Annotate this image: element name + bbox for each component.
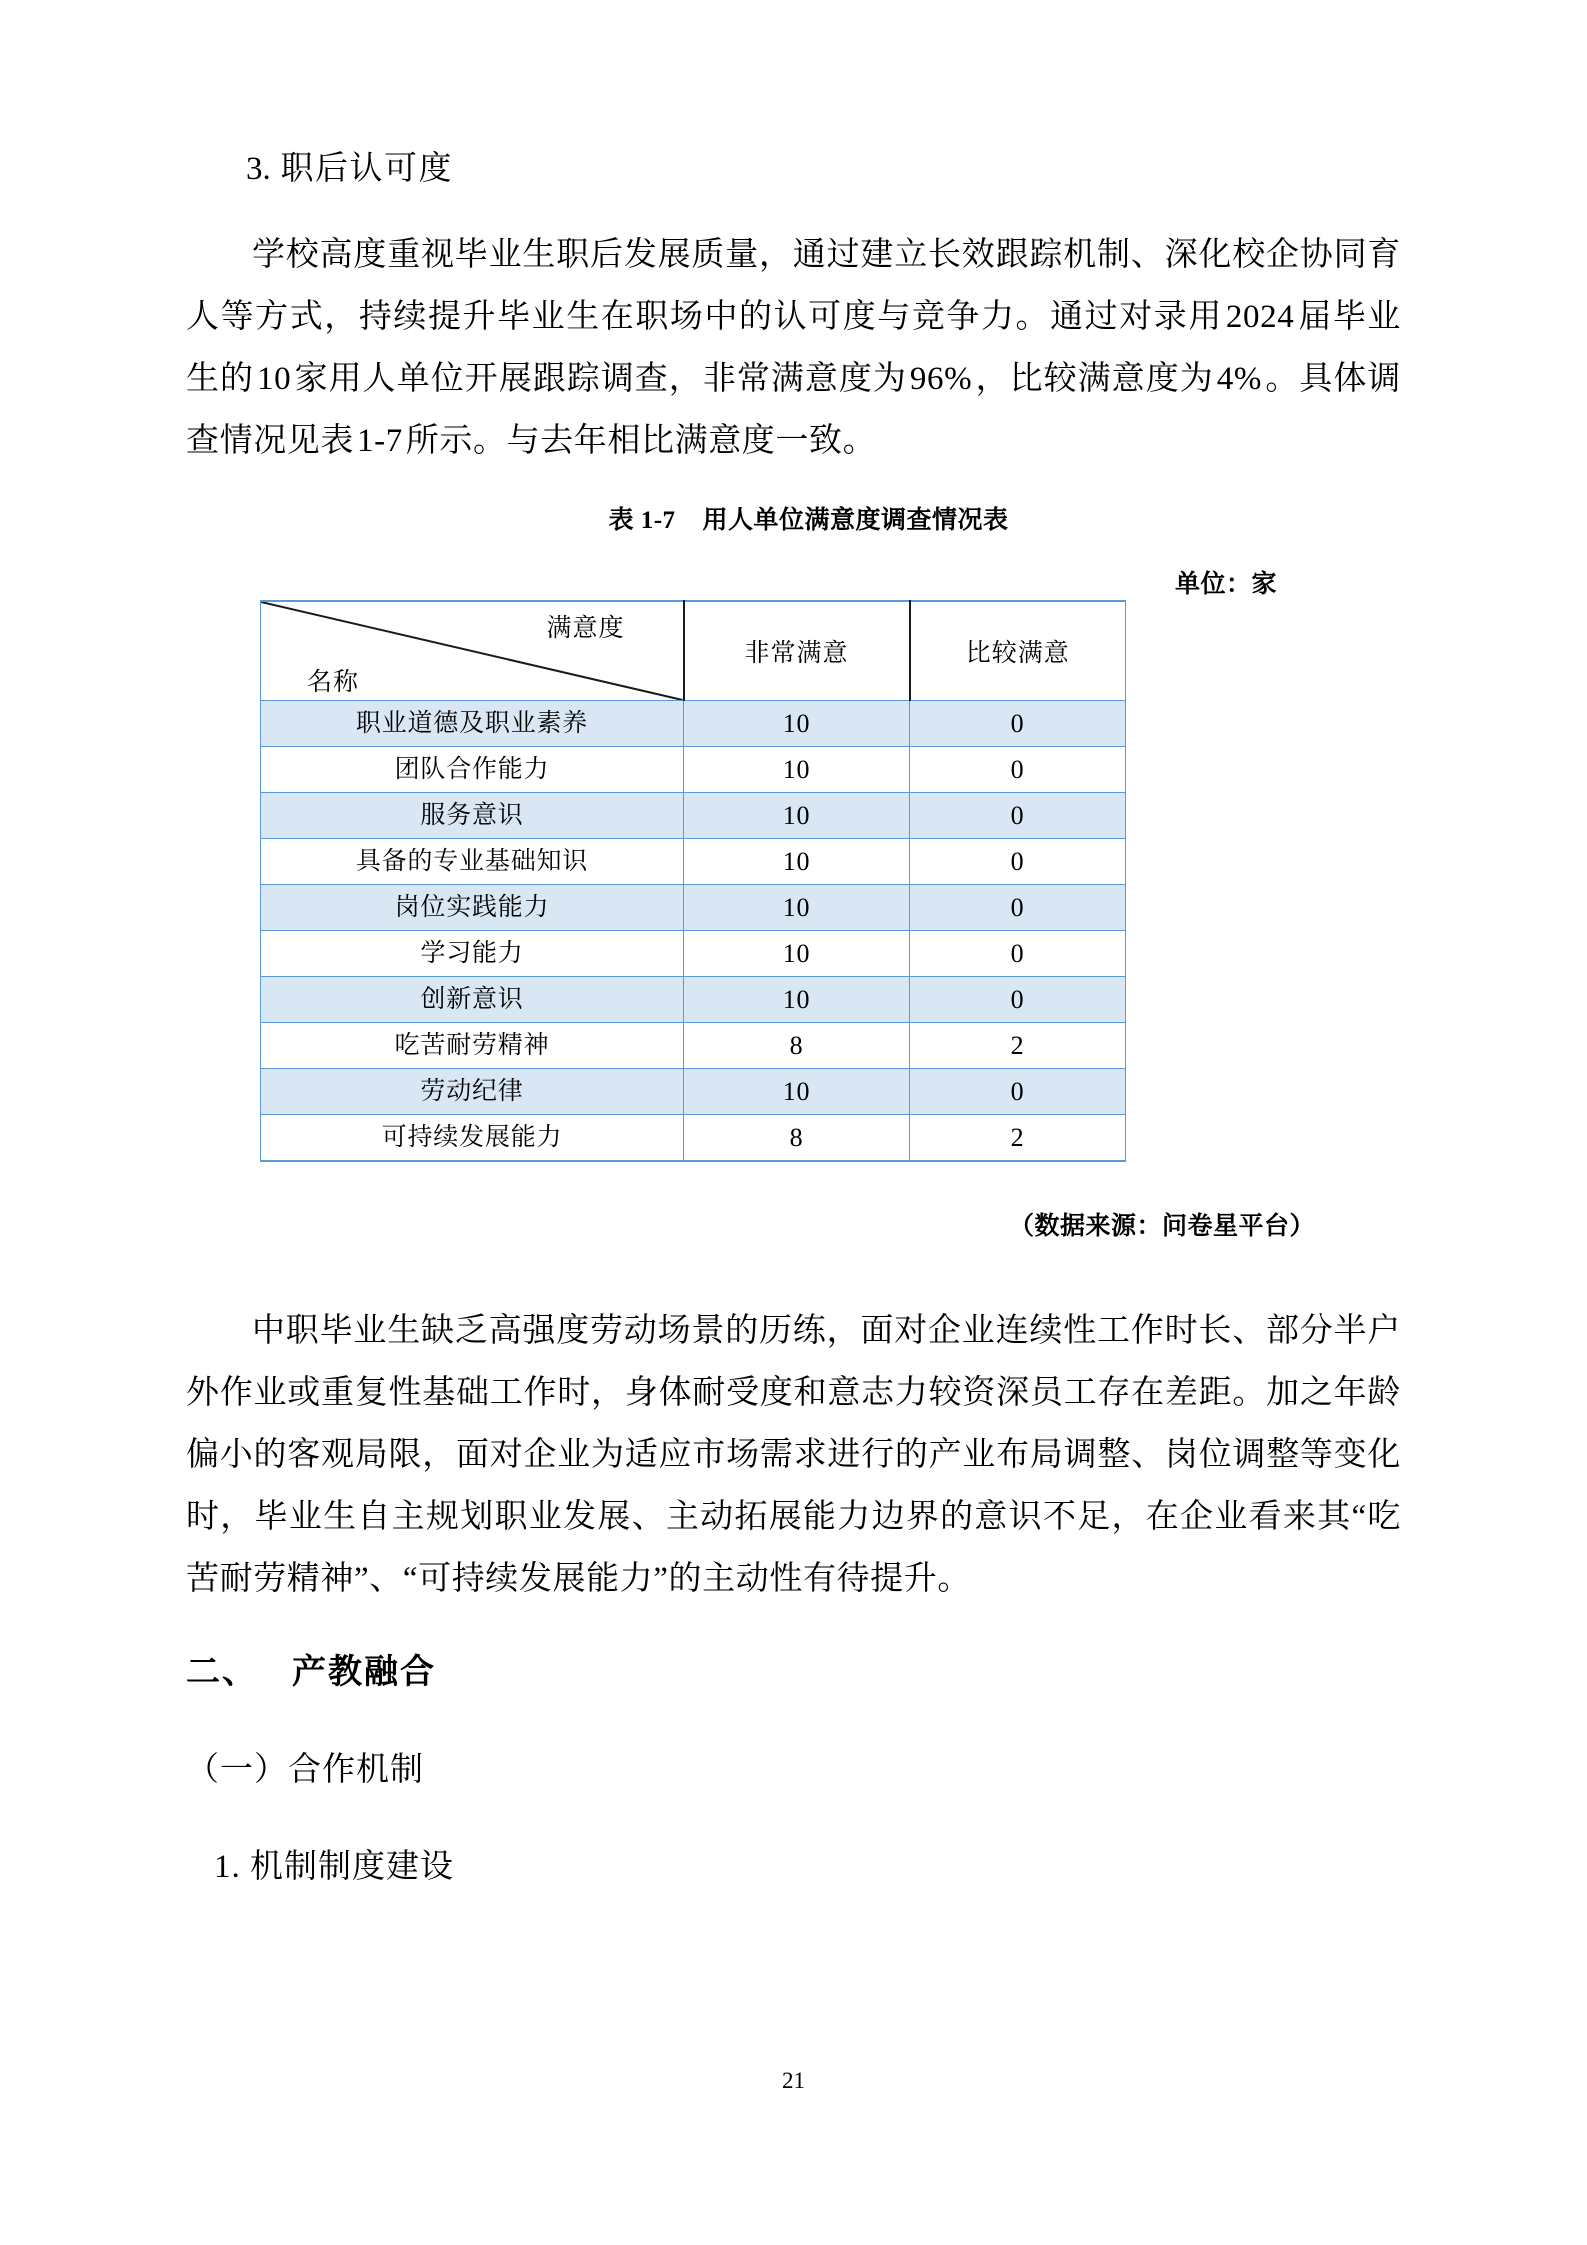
row-fairly-satisfied: 0 (910, 976, 1126, 1022)
row-very-satisfied: 10 (684, 976, 910, 1022)
table-row (261, 1068, 1126, 1114)
table-row (261, 1114, 1126, 1161)
table-header-row (261, 601, 1126, 701)
row-label: 创新意识 (261, 976, 684, 1022)
fairly-satisfied-percent: 4% (1216, 360, 1262, 397)
diagonal-header-cell (261, 601, 684, 701)
row-label: 学习能力 (261, 930, 684, 976)
paragraph-part-6: 所示。与去年相比满意度一致。 (405, 422, 877, 459)
row-fairly-satisfied: 0 (910, 746, 1126, 792)
very-satisfied-percent: 96% (909, 360, 973, 397)
row-very-satisfied: 10 (684, 930, 910, 976)
spacer (186, 1242, 1401, 1300)
table-row (261, 746, 1126, 792)
row-fairly-satisfied: 0 (910, 792, 1126, 838)
row-very-satisfied: 10 (684, 838, 910, 884)
table-row (261, 884, 1126, 930)
spacer (186, 536, 1401, 564)
row-label: 服务意识 (261, 792, 684, 838)
row-label: 岗位实践能力 (261, 884, 684, 930)
graduation-year: 2024 (1225, 298, 1295, 335)
row-label: 吃苦耐劳精神 (261, 1022, 684, 1068)
item-number: 1. (214, 1848, 241, 1885)
row-fairly-satisfied: 0 (910, 930, 1126, 976)
row-very-satisfied: 10 (684, 792, 910, 838)
table-source-note: （数据来源：问卷星平台） (1008, 1212, 1315, 1240)
table-caption (186, 500, 1401, 536)
table-row (261, 792, 1126, 838)
spacer (186, 1610, 1401, 1644)
row-label: 具备的专业基础知识 (261, 838, 684, 884)
employer-satisfaction-table (260, 600, 1126, 1162)
paragraph-part-2: 届毕业生的 (186, 298, 1402, 397)
row-fairly-satisfied: 2 (910, 1022, 1126, 1068)
paragraph-part-1: 学校高度重视毕业生职后发展质量，通过建立长效跟踪机制、深化校企协同育人等方式，持续提升毕业生在职场中的认可度与竞争力。通过对录用 (186, 236, 1401, 335)
row-label: 职业道德及职业素养 (261, 700, 684, 746)
table-caption-label: 表 (608, 506, 634, 534)
table-row (261, 1022, 1126, 1068)
paragraph-post-employment (186, 224, 1401, 472)
row-fairly-satisfied: 0 (910, 838, 1126, 884)
row-label: 团队合作能力 (261, 746, 684, 792)
item-text: 机制制度建设 (250, 1848, 454, 1885)
header-row-label: 名称 (307, 667, 360, 696)
heading-mechanism-system-construction (214, 1840, 1401, 1887)
table-caption-title: 用人单位满意度调查情况表 (702, 506, 1009, 534)
row-label: 可持续发展能力 (261, 1114, 684, 1161)
heading-text: 职后认可度 (280, 151, 453, 187)
row-label: 劳动纪律 (261, 1068, 684, 1114)
row-very-satisfied: 10 (684, 1068, 910, 1114)
row-very-satisfied: 10 (684, 884, 910, 930)
paragraph-graduate-analysis: 中职毕业生缺乏高强度劳动场景的历练，面对企业连续性工作时长、部分半户外作业或重复性基础工作时，身体耐受度和意志力较资深员工存在差距。加之年龄偏小的客观局限，面对企业为适应市场需求进行的产业布局调整、岗位调整等变化时，毕业生自主规划职业发展、主动拓展能力边界的意识不足，在企业看来其“吃苦耐劳精神”、“可持续发展能力”的主动性有待提升。 (186, 1312, 1401, 1597)
header-column-label: 满意度 (546, 613, 625, 642)
table-col-header-fairly-satisfied: 比较满意 (910, 601, 1126, 701)
row-fairly-satisfied: 0 (910, 884, 1126, 930)
employer-count: 10 (257, 360, 292, 397)
table-caption-id: 1-7 (640, 506, 676, 534)
spacer (186, 472, 1401, 500)
section-text: 产教融合 (292, 1652, 436, 1691)
paragraph-part-3: 家用人单位开展跟踪调查，非常满意度为 (294, 360, 907, 397)
heading-number: 3. (246, 151, 271, 187)
page-number: 21 (782, 2068, 805, 2093)
heading-post-employment-recognition (246, 150, 1401, 190)
table-body (261, 700, 1126, 1161)
spacer (186, 1162, 1401, 1206)
row-very-satisfied: 10 (684, 700, 910, 746)
spacer (186, 190, 1401, 224)
table-row (261, 976, 1126, 1022)
table-unit-note: 单位：家 (1174, 570, 1277, 598)
spacer (186, 1693, 1401, 1743)
heading-cooperation-mechanism: （一）合作机制 (186, 1751, 424, 1788)
table-col-header-very-satisfied: 非常满意 (684, 601, 910, 701)
spacer (186, 1790, 1401, 1840)
table-row (261, 930, 1126, 976)
row-very-satisfied: 8 (684, 1022, 910, 1068)
section-number: 二、 (186, 1652, 258, 1691)
paragraph-part-5: 。具体调查情况见表 (186, 360, 1401, 459)
table-reference: 1-7 (357, 422, 403, 459)
row-very-satisfied: 10 (684, 746, 910, 792)
table-wrapper (260, 600, 1125, 1162)
row-fairly-satisfied: 0 (910, 1068, 1126, 1114)
paragraph-part-4: ，比较满意度为 (975, 360, 1214, 397)
row-fairly-satisfied: 2 (910, 1114, 1126, 1161)
row-very-satisfied: 8 (684, 1114, 910, 1161)
page-content (186, 150, 1401, 1887)
row-fairly-satisfied: 0 (910, 700, 1126, 746)
table-row (261, 838, 1126, 884)
table-row (261, 700, 1126, 746)
heading-industry-education-integration (186, 1644, 1401, 1693)
